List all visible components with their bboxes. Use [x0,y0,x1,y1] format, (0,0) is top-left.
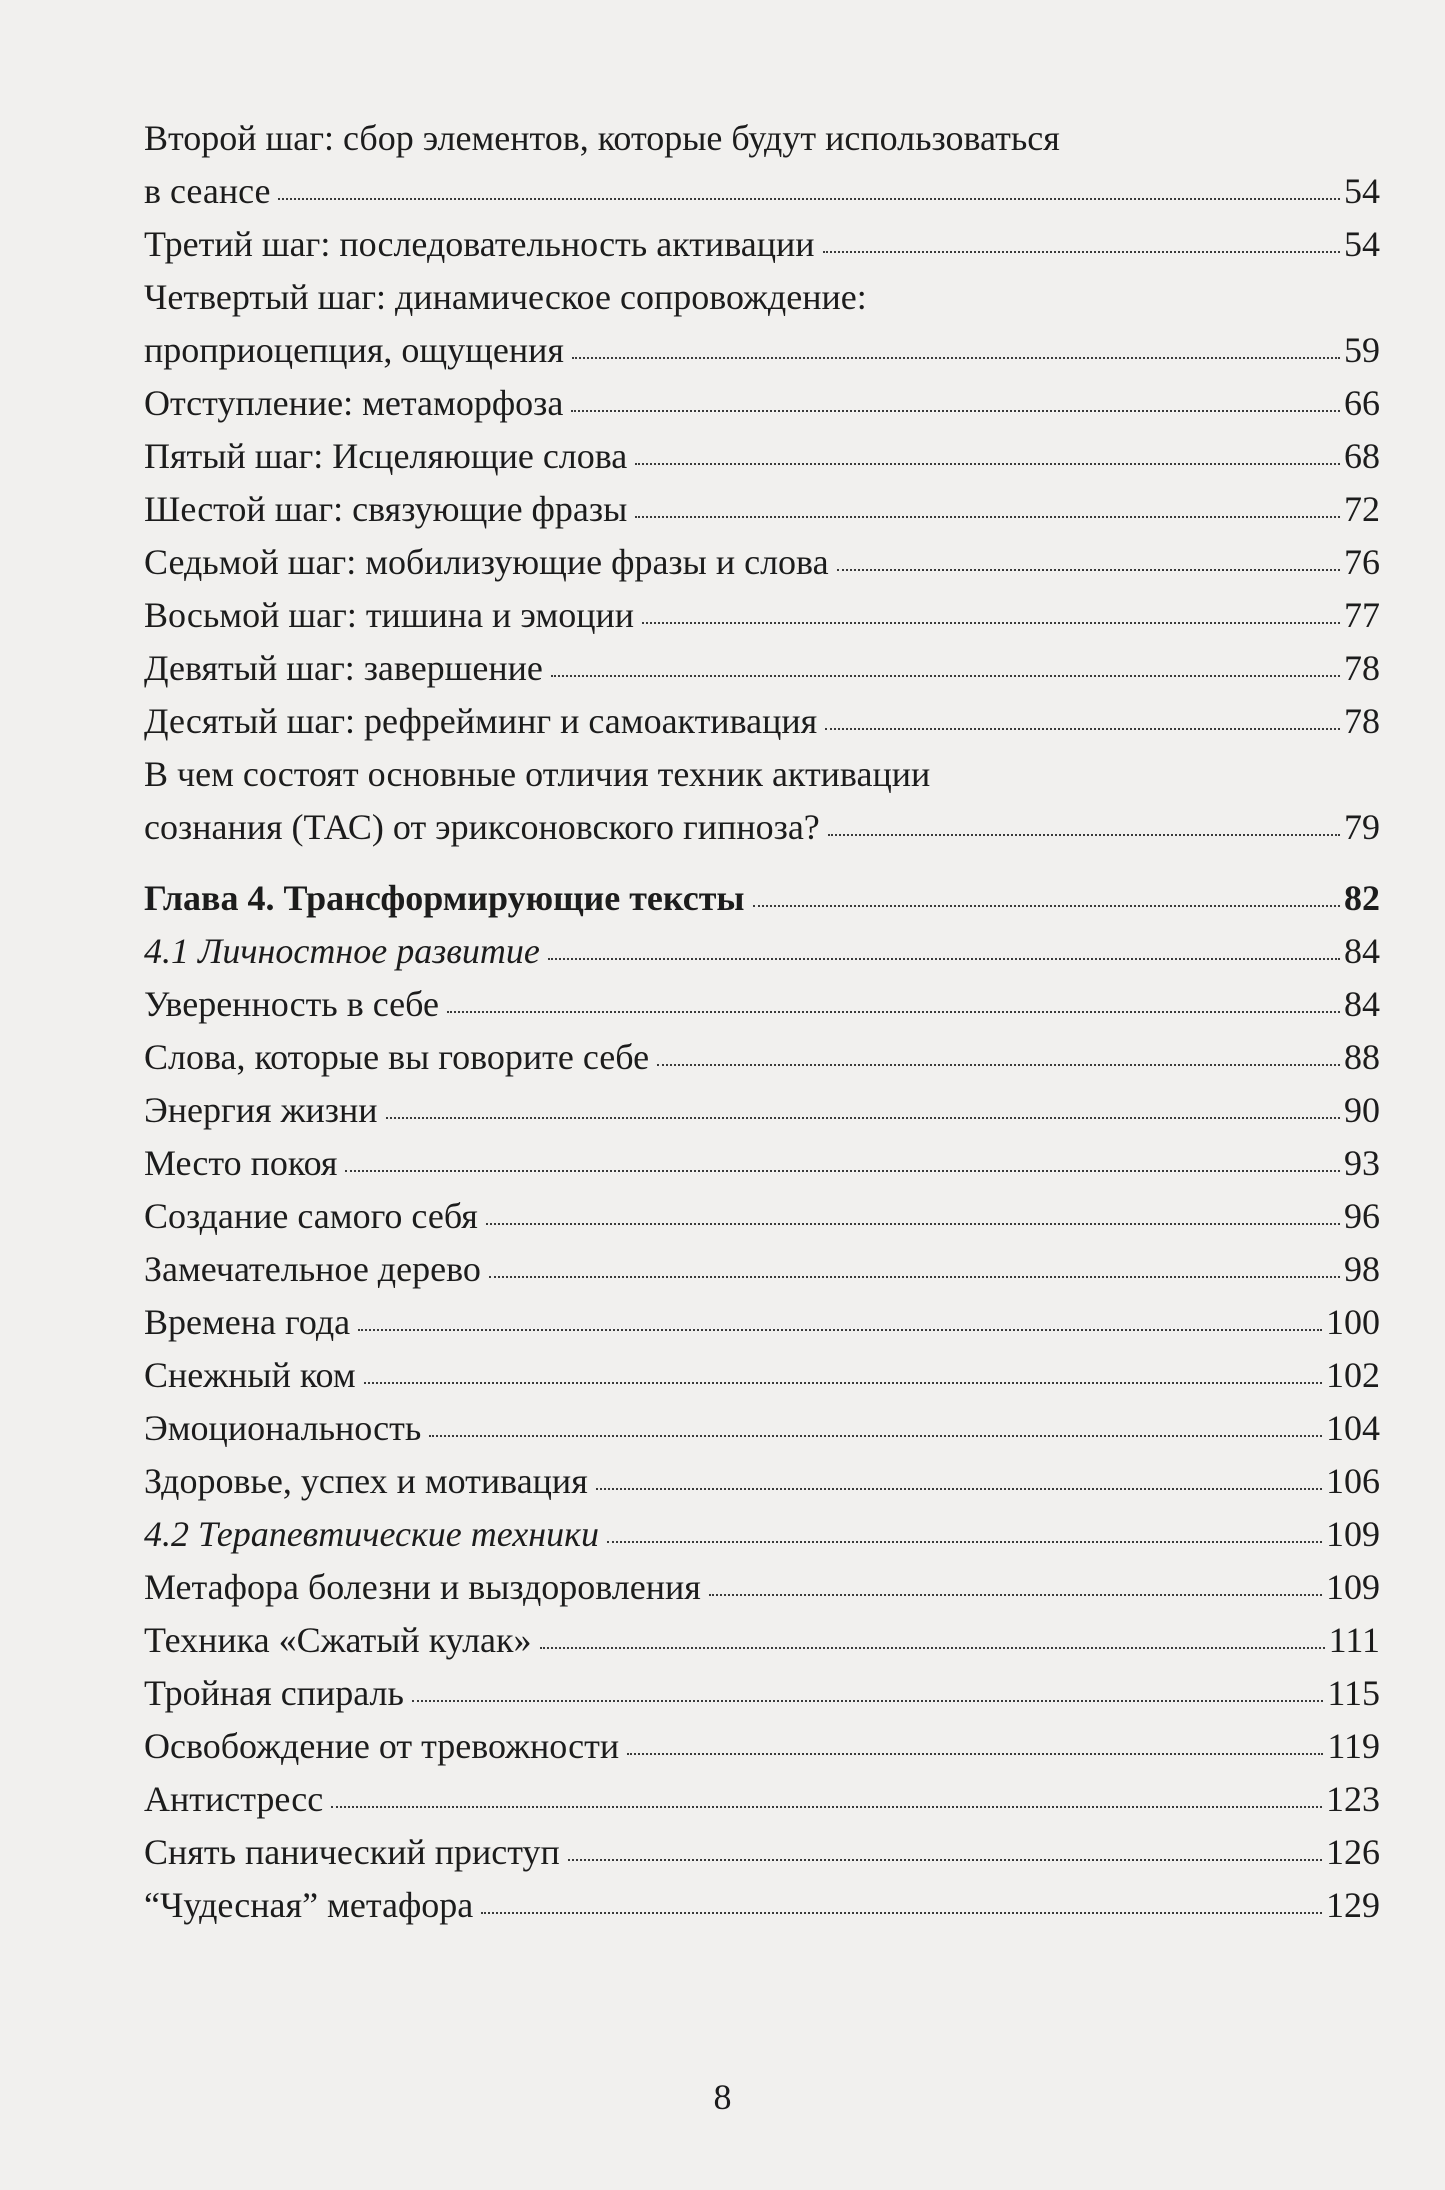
dot-leader [825,728,1340,730]
toc-entry-row [144,1561,1380,1614]
dot-leader [331,1806,1322,1808]
toc-page-number: 88 [1344,1037,1380,1077]
toc-page-number: 78 [1344,701,1380,741]
toc-page-number: 119 [1327,1726,1380,1766]
dot-leader [540,1647,1325,1649]
toc-entry-title: Снежный ком [144,1355,356,1395]
toc-entry-row [144,1349,1380,1402]
toc-section-heading [144,925,1380,978]
dot-leader [642,622,1340,624]
toc-entry-title: Освобождение от тревожности [144,1726,620,1766]
toc-entry-title: Глава 4. Трансформирующие тексты [144,878,745,918]
toc-page-number: 84 [1344,931,1380,971]
toc-entry-row [144,1614,1380,1667]
toc-entry-title: Эмоциональность [144,1408,422,1448]
toc-entry [144,1243,1380,1296]
toc-entry-row [144,1402,1380,1455]
toc-section-heading [144,1508,1380,1561]
toc-entry-title: сознания (ТАС) от эриксоновского гипноза? [144,807,820,847]
toc-page-number: 90 [1344,1090,1380,1130]
toc-page-number: 76 [1344,542,1380,582]
toc-entry-title: Создание самого себя [144,1196,478,1236]
toc-page-number: 109 [1326,1514,1380,1554]
toc-entry [144,748,1380,854]
dot-leader [548,958,1340,960]
toc-entry-row [144,1243,1380,1296]
toc-entry [144,1455,1380,1508]
toc-entry-title: Пятый шаг: Исцеляющие слова [144,436,628,476]
toc-entry-row [144,925,1380,978]
toc-entry [144,430,1380,483]
toc-entry [144,1190,1380,1243]
toc-entry-row [144,695,1380,748]
toc-page-number: 126 [1326,1832,1380,1872]
toc-entry [144,1296,1380,1349]
toc-entry [144,483,1380,536]
toc-entry-title: Времена года [144,1302,351,1342]
toc-entry-row [144,1508,1380,1561]
toc-entry-row [144,324,1380,377]
toc-entry-row [144,1084,1380,1137]
toc-entry-row [144,1190,1380,1243]
table-of-contents [144,112,1380,1932]
toc-page-number: 84 [1344,984,1380,1024]
toc-entry [144,1879,1380,1932]
toc-entry-row [144,801,1380,854]
dot-leader [837,569,1340,571]
toc-page-number: 100 [1326,1302,1380,1342]
toc-entry-title: Техника «Сжатый кулак» [144,1620,532,1660]
dot-leader [568,1859,1322,1861]
toc-entry [144,1826,1380,1879]
dot-leader [412,1700,1323,1702]
toc-entry-title: проприоцепция, ощущения [144,330,564,370]
toc-entry [144,218,1380,271]
toc-page-number: 68 [1344,436,1380,476]
toc-entry-title: в сеансе [144,171,271,211]
toc-entry-title: Тройная спираль [144,1673,404,1713]
dot-leader [607,1541,1322,1543]
toc-entry-title: Шестой шаг: связующие фразы [144,489,628,529]
toc-entry-title: 4.1 Личностное развитие [144,931,540,971]
toc-page-number: 104 [1326,1408,1380,1448]
dot-leader [635,516,1340,518]
toc-entry-title: Третий шаг: последовательность активации [144,224,815,264]
toc-entry-row [144,1773,1380,1826]
toc-entry [144,1667,1380,1720]
toc-page-number: 54 [1344,224,1380,264]
dot-leader [447,1011,1340,1013]
toc-entry-title: Отступление: метаморфоза [144,383,564,423]
toc-entry-row [144,1031,1380,1084]
toc-entry [144,1720,1380,1773]
toc-entry [144,695,1380,748]
toc-page-number: 111 [1328,1620,1380,1660]
toc-page-number: 82 [1344,878,1380,918]
dot-leader [481,1912,1322,1914]
toc-entry-title: Энергия жизни [144,1090,378,1130]
toc-entry-row [144,589,1380,642]
toc-page-number: 66 [1344,383,1380,423]
dot-leader [596,1488,1322,1490]
toc-entry-row [144,978,1380,1031]
toc-chapter-heading [144,872,1380,925]
toc-entry-title-line: Четвертый шаг: динамическое сопровождение: [144,277,867,317]
toc-entry [144,271,1380,377]
toc-entry-title: 4.2 Терапевтические техники [144,1514,599,1554]
toc-entry-title: Девятый шаг: завершение [144,648,543,688]
toc-page-number: 123 [1326,1779,1380,1819]
toc-entry [144,978,1380,1031]
toc-entry [144,1614,1380,1667]
toc-entry [144,642,1380,695]
toc-entry-title: Слова, которые вы говорите себе [144,1037,650,1077]
toc-entry [144,1031,1380,1084]
toc-entry-row [144,1826,1380,1879]
toc-page-number: 72 [1344,489,1380,529]
dot-leader [635,463,1340,465]
toc-page-number: 106 [1326,1461,1380,1501]
toc-entry-row [144,483,1380,536]
page-number: 8 [713,2077,732,2117]
toc-page-number: 109 [1326,1567,1380,1607]
toc-page-number: 102 [1326,1355,1380,1395]
toc-entry-row [144,218,1380,271]
toc-entry-row [144,1879,1380,1932]
toc-entry-row [144,165,1380,218]
toc-entry-title-line: В чем состоят основные отличия техник активации [144,754,931,794]
dot-leader [709,1594,1322,1596]
toc-page-number: 59 [1344,330,1380,370]
toc-entry [144,1561,1380,1614]
toc-entry [144,112,1380,218]
dot-leader [486,1223,1340,1225]
dot-leader [429,1435,1322,1437]
dot-leader [551,675,1340,677]
toc-page-number: 54 [1344,171,1380,211]
toc-page-number: 93 [1344,1143,1380,1183]
toc-entry-title: Замечательное дерево [144,1249,481,1289]
toc-page-number: 79 [1344,807,1380,847]
toc-entry-title: “Чудесная” метафора [144,1885,474,1925]
toc-entry [144,1084,1380,1137]
toc-entry [144,1137,1380,1190]
dot-leader [345,1170,1340,1172]
toc-entry-row [144,1296,1380,1349]
toc-entry [144,1349,1380,1402]
dot-leader [627,1753,1323,1755]
toc-entry-row [144,536,1380,589]
toc-entry-row [144,1137,1380,1190]
toc-entry-title-line: Второй шаг: сбор элементов, которые будут использоваться [144,118,1060,158]
toc-entry-row [144,377,1380,430]
toc-entry-row [144,1455,1380,1508]
toc-page-number: 96 [1344,1196,1380,1236]
dot-leader [657,1064,1340,1066]
dot-leader [828,834,1340,836]
dot-leader [386,1117,1341,1119]
toc-entry-title: Седьмой шаг: мобилизующие фразы и слова [144,542,829,582]
toc-entry [144,589,1380,642]
toc-entry-title: Снять панический приступ [144,1832,560,1872]
toc-entry-title: Антистресс [144,1779,324,1819]
toc-entry-title: Здоровье, успех и мотивация [144,1461,588,1501]
toc-page-number: 78 [1344,648,1380,688]
toc-page-number: 115 [1327,1673,1380,1713]
dot-leader [823,251,1341,253]
toc-entry-row [144,1720,1380,1773]
toc-page-number: 98 [1344,1249,1380,1289]
dot-leader [572,357,1340,359]
toc-entry [144,536,1380,589]
toc-entry-row [144,1667,1380,1720]
toc-page-number: 77 [1344,595,1380,635]
toc-entry-title: Уверенность в себе [144,984,439,1024]
toc-entry-title: Метафора болезни и выздоровления [144,1567,701,1607]
dot-leader [278,198,1340,200]
dot-leader [358,1329,1322,1331]
toc-entry-row [144,642,1380,695]
toc-entry-title: Место покоя [144,1143,338,1183]
dot-leader [489,1276,1340,1278]
toc-entry-title: Восьмой шаг: тишина и эмоции [144,595,635,635]
toc-entry [144,1773,1380,1826]
toc-entry-title: Десятый шаг: рефрейминг и самоактивация [144,701,818,741]
toc-entry-row [144,430,1380,483]
dot-leader [571,410,1340,412]
toc-page-number: 129 [1326,1885,1380,1925]
toc-entry [144,1402,1380,1455]
toc-entry [144,377,1380,430]
dot-leader [753,905,1341,907]
dot-leader [364,1382,1322,1384]
toc-entry-row [144,872,1380,925]
